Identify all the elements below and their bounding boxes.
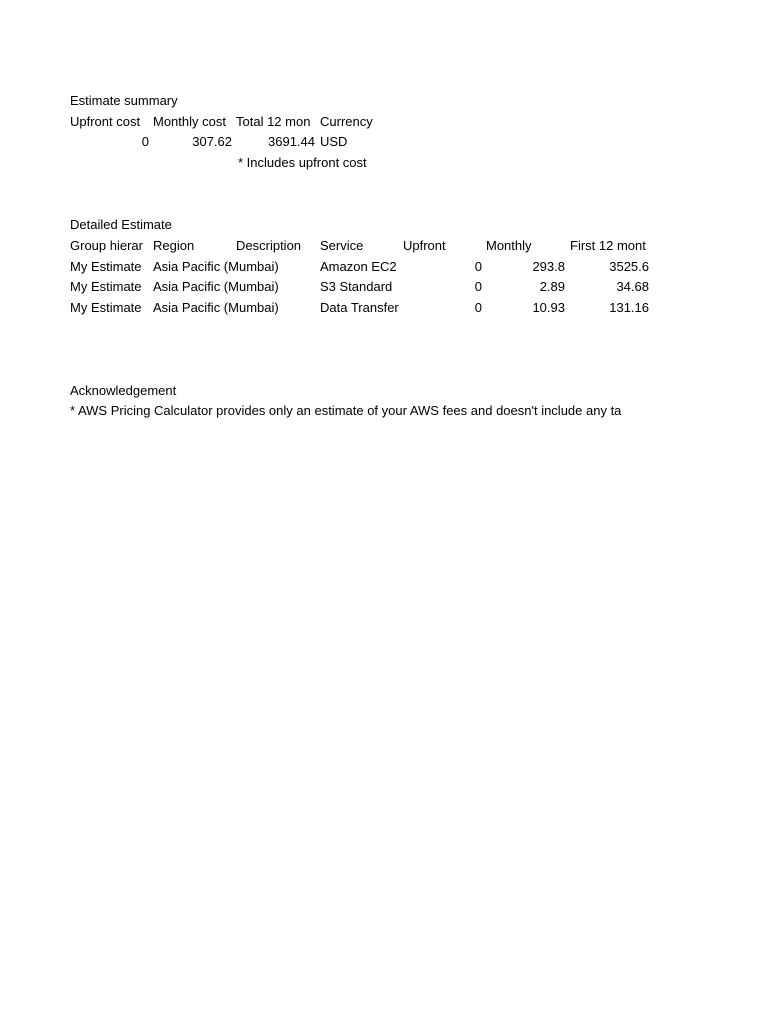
summary-total-value: 3691.44: [268, 134, 315, 150]
estimate-summary-note-row: [70, 153, 653, 174]
summary-currency-value: USD: [320, 134, 348, 150]
detailed-estimate-title-row: [70, 215, 653, 236]
row-region: Asia Pacific (Mumbai): [153, 299, 279, 315]
row-group: My Estimate: [70, 279, 142, 295]
header-service: Service: [320, 237, 364, 253]
estimate-summary-title-row: [70, 91, 653, 112]
estimate-summary-values-row: [70, 132, 653, 153]
detailed-estimate-title: Detailed Estimate: [70, 217, 172, 233]
row-group: My Estimate: [70, 258, 142, 274]
summary-note: * Includes upfront cost: [238, 155, 367, 171]
acknowledgement-text: * AWS Pricing Calculator provides only an estimate of your AWS fees and doesn't include any ta: [70, 403, 622, 419]
empty-row: [70, 319, 653, 340]
row-first-12-months: 34.68: [616, 279, 649, 295]
acknowledgement-title: Acknowledgement: [70, 382, 177, 398]
row-upfront: 0: [474, 299, 482, 315]
row-group: My Estimate: [70, 299, 142, 315]
header-upfront: Upfront: [403, 237, 446, 253]
row-service: Amazon EC2: [320, 258, 397, 274]
header-group-hierarchy: Group hierar: [70, 237, 143, 253]
header-upfront-cost: Upfront cost: [70, 113, 141, 129]
header-total-12-months: Total 12 mon: [236, 113, 311, 129]
row-first-12-months: 131.16: [609, 299, 649, 315]
header-description: Description: [236, 237, 302, 253]
row-service: Data Transfer: [320, 299, 399, 315]
acknowledgement-title-row: [70, 381, 653, 402]
row-first-12-months: 3525.6: [609, 258, 649, 274]
header-currency: Currency: [320, 113, 373, 129]
row-region: Asia Pacific (Mumbai): [153, 258, 279, 274]
summary-upfront-value: 0: [141, 134, 149, 150]
table-row: [70, 298, 653, 319]
empty-row: [70, 339, 653, 360]
row-monthly: 10.93: [532, 299, 565, 315]
empty-row: [70, 174, 653, 195]
table-row: [70, 257, 653, 278]
row-monthly: 293.8: [532, 258, 565, 274]
empty-row: [70, 194, 653, 215]
header-first-12-months: First 12 mont: [570, 237, 646, 253]
summary-monthly-value: 307.62: [192, 134, 232, 150]
estimate-summary-title: Estimate summary: [70, 93, 178, 108]
estimate-summary-header-row: [70, 112, 653, 133]
row-service: S3 Standard: [320, 279, 393, 295]
header-monthly-cost: Monthly cost: [153, 113, 226, 129]
table-row: [70, 277, 653, 298]
acknowledgement-text-row: [70, 401, 653, 422]
sheet-content: [70, 91, 653, 422]
header-monthly: Monthly: [486, 237, 532, 253]
detailed-estimate-header-row: [70, 236, 653, 257]
row-upfront: 0: [474, 279, 482, 295]
row-region: Asia Pacific (Mumbai): [153, 279, 279, 295]
header-region: Region: [153, 237, 195, 253]
row-upfront: 0: [474, 258, 482, 274]
row-monthly: 2.89: [539, 279, 565, 295]
empty-row: [70, 360, 653, 381]
